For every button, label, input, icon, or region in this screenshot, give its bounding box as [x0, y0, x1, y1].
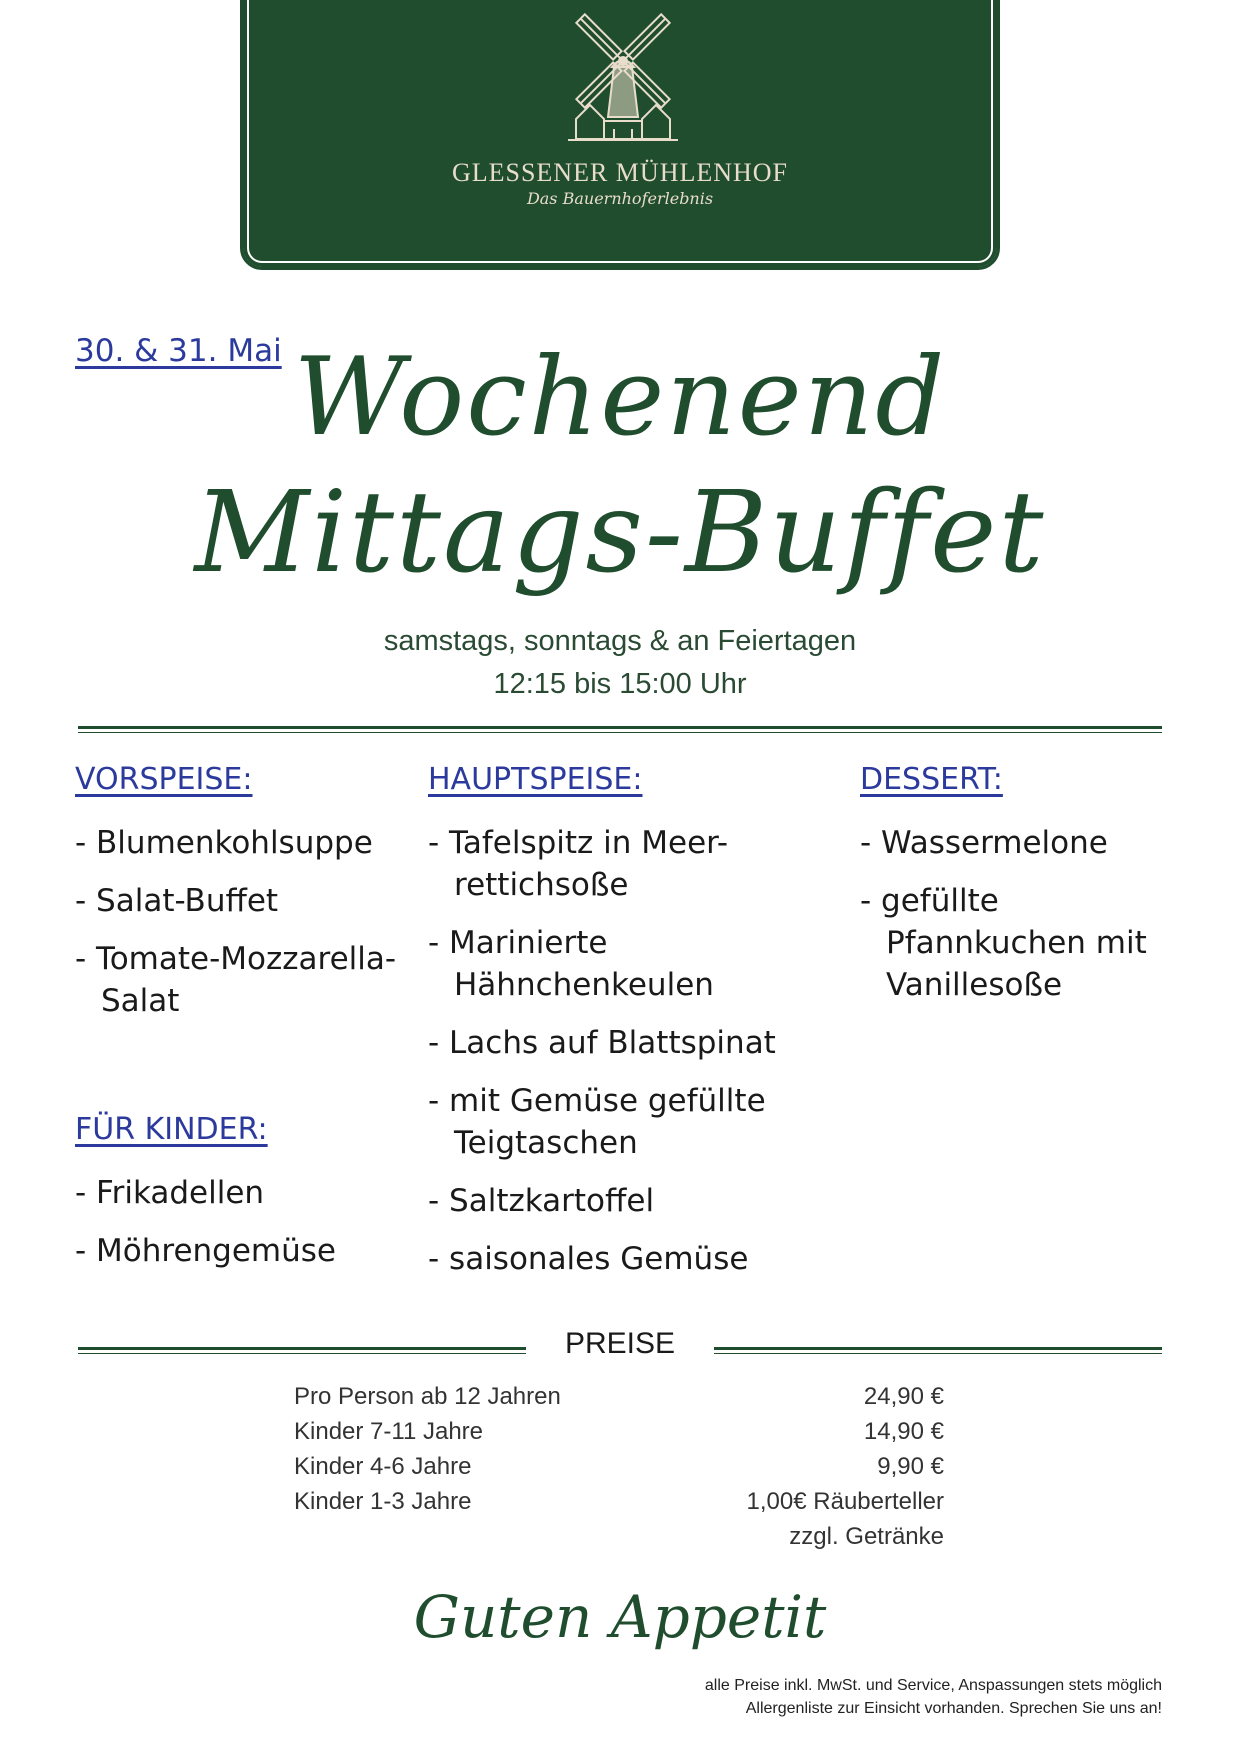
price-row: [294, 1418, 944, 1453]
price-label: Pro Person ab 12 Jahren: [294, 1383, 561, 1410]
schedule-hours: 12:15 bis 15:00 Uhr: [493, 668, 747, 700]
menu-item: - mit Gemüse gefüllte Teigtaschen: [428, 1083, 766, 1161]
event-date: 30. & 31. Mai: [75, 333, 282, 369]
menu-item: - Tomate-Mozzarella-Salat: [75, 941, 397, 1019]
menu-item: - Marinierte Hähnchenkeulen: [428, 925, 714, 1003]
price-value: 1,00€ Räuberteller: [746, 1488, 944, 1515]
menu-item: - gefüllte Pfannkuchen mit Vanillesoße: [860, 883, 1147, 1003]
brand-name: GLESSENER MÜHLENHOF: [451, 158, 789, 187]
prices-heading: PREISE: [564, 1327, 676, 1360]
footer-line-2: Allergenliste zur Einsicht vorhanden. Sprechen Sie uns an!: [745, 1700, 1162, 1717]
heading-dessert: DESSERT:: [860, 762, 1003, 797]
price-label: Kinder 1-3 Jahre: [294, 1488, 472, 1515]
divider-top: [78, 726, 1162, 729]
title-line-2: Mittags-Buffet: [194, 468, 1046, 598]
title-line-1: Wochenend: [293, 335, 947, 460]
price-value: 14,90 €: [863, 1418, 944, 1445]
brand-tagline: Das Bauernhoferlebnis: [526, 189, 714, 208]
price-row: [294, 1383, 944, 1418]
price-label: Kinder 4-6 Jahre: [294, 1453, 472, 1480]
column-dessert: [860, 762, 1170, 1022]
schedule-days: samstags, sonntags & an Feiertagen: [383, 625, 857, 657]
price-label: Kinder 7-11 Jahre: [294, 1418, 483, 1445]
menu-item: - Blumenkohlsuppe: [75, 825, 373, 861]
price-note: zzgl. Getränke: [789, 1523, 944, 1550]
menu-item: - saisonales Gemüse: [428, 1241, 749, 1277]
price-value: 9,90 €: [877, 1453, 944, 1480]
header-banner: [240, 0, 1000, 270]
menu-item: - Wassermelone: [860, 825, 1108, 861]
menu-item: - Lachs auf Blattspinat: [428, 1025, 776, 1061]
heading-kinder: FÜR KINDER:: [75, 1112, 268, 1147]
menu-item: - Salat-Buffet: [75, 883, 279, 919]
price-value: 24,90 €: [863, 1383, 944, 1410]
menu-item: - Frikadellen: [75, 1175, 265, 1211]
column-kinder: [75, 1112, 405, 1288]
heading-hauptspeise: HAUPTSPEISE:: [428, 762, 643, 797]
menu-item: - Tafelspitz in Meer-rettichsoße: [428, 825, 729, 903]
menu-item: - Möhrengemüse: [75, 1233, 337, 1269]
price-row: [294, 1488, 944, 1523]
closing-greeting: Guten Appetit: [413, 1583, 827, 1651]
price-table: [294, 1383, 944, 1558]
column-hauptspeise: [428, 762, 848, 1296]
column-vorspeise: [75, 762, 405, 1038]
price-row: [294, 1453, 944, 1488]
heading-vorspeise: VORSPEISE:: [75, 762, 253, 797]
footer-line-1: alle Preise inkl. MwSt. und Service, Anspassungen stets möglich: [704, 1677, 1162, 1694]
windmill-logo-icon: [558, 9, 688, 149]
menu-item: - Saltzkartoffel: [428, 1183, 655, 1219]
